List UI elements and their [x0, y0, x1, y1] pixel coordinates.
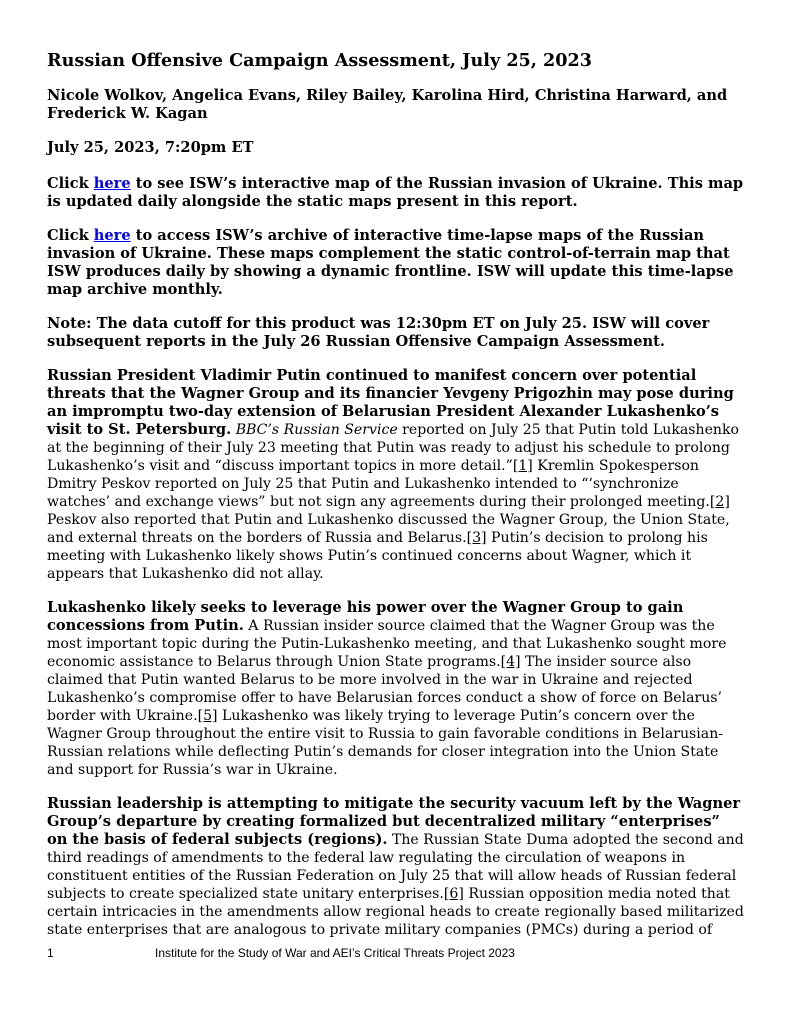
report-title: Russian Offensive Campaign Assessment, July 25, 2023 [47, 50, 593, 71]
body-paragraph-lukashenko-leverage: Lukashenko likely seeks to leverage his power over the Wagner Group to gain concessions from Putin. A Russian insider source claimed that the Wagner Group was the most important topic during the Putin-Lukashenko meeting, and that Lukashenko sought more economic assistance to Belarus through Union State programs.[4] The insider source also claimed that Putin wanted Belarus to be more involved in the war in Ukraine and rejected Lukashenko’s compromise offer to have Belarusian forces conduct a show of force on Belarus’ border with Ukraine.[5] Lukashenko was likely trying to leverage Putin’s concern over the Wagner Group throughout the entire visit to Russia to gain favorable conditions in Belarusian-Russian relations while deflecting Putin’s demands for closer integration into the Union State and support for Russia’s war in Ukraine. [47, 598, 727, 778]
time-lapse-archive-paragraph: Click here to access ISW’s archive of interactive time-lapse maps of the Russian invasion of Ukraine. These maps complement the static control-of-terrain map that ISW produces daily by showing a dynamic frontline. ISW will update this time-lapse map archive monthly. [47, 226, 734, 298]
footnote-ref[interactable]: [1] [512, 457, 533, 474]
footnote-ref[interactable]: [3] [466, 529, 487, 546]
authors: Nicole Wolkov, Angelica Evans, Riley Bailey, Karolina Hird, Christina Harward, and Frederick W. Kagan [47, 86, 728, 122]
footer-organization: Institute for the Study of War and AEI’s Critical Threats Project 2023 [155, 946, 515, 960]
time-lapse-archive-link[interactable]: here [93, 226, 131, 244]
data-cutoff-note: Note: The data cutoff for this product was 12:30pm ET on July 25. ISW will cover subsequent reports in the July 26 Russian Offensive Campaign Assessment. [47, 314, 710, 350]
body-paragraph-putin-concern: Russian President Vladimir Putin continued to manifest concern over potential threats that the Wagner Group and its financier Yevgeny Prigozhin may pose during an impromptu two-day extension of Belarusian President Alexander Lukashenko’s visit to St. Petersburg. BBC’s Russian Service reported on July 25 that Putin told Lukashenko at the beginning of their July 23 meeting that Putin was ready to adjust his schedule to prolong Lukashenko’s visit and “discuss important topics in more detail.”[1] Kremlin Spokesperson Dmitry Peskov reported on July 25 that Putin and Lukashenko intended to “‘synchronize watches’ and exchange views” but not sign any agreements during their prolonged meeting.[2] Peskov also reported that Putin and Lukashenko discussed the Wagner Group, the Union State, and external threats on the borders of Russia and Belarus.[3] Putin’s decision to prolong his meeting with Lukashenko likely shows Putin’s continued concerns about Wagner, which it appears that Lukashenko did not allay. [47, 366, 740, 582]
body-paragraph-military-enterprises: Russian leadership is attempting to mitigate the security vacuum left by the Wagner Group’s departure by creating formalized but decentralized military “enterprises” on the basis of federal subjects (regions). The Russian State Duma adopted the second and third readings of amendments to the federal law regulating the circulation of weapons in constituent entities of the Russian Federation on July 25 that will allow heads of Russian federal subjects to create specialized state unitary enterprises.[6] Russian opposition media noted that certain intricacies in the amendments allow regional heads to create regionally based militarized state enterprises that are analogous to private military companies (PMCs) during a period of [47, 795, 745, 940]
footnote-ref[interactable]: [6] [443, 885, 464, 902]
interactive-map-link[interactable]: here [93, 174, 131, 192]
footnote-ref[interactable]: [4] [500, 653, 521, 670]
page-number: 1 [47, 946, 54, 960]
footnote-ref[interactable]: [2] [709, 493, 730, 510]
report-date: July 25, 2023, 7:20pm ET [47, 138, 254, 156]
footnote-ref[interactable]: [5] [197, 707, 218, 724]
interactive-map-paragraph: Click here to see ISW’s interactive map of the Russian invasion of Ukraine. This map is updated daily alongside the static maps present in this report. [47, 174, 744, 210]
